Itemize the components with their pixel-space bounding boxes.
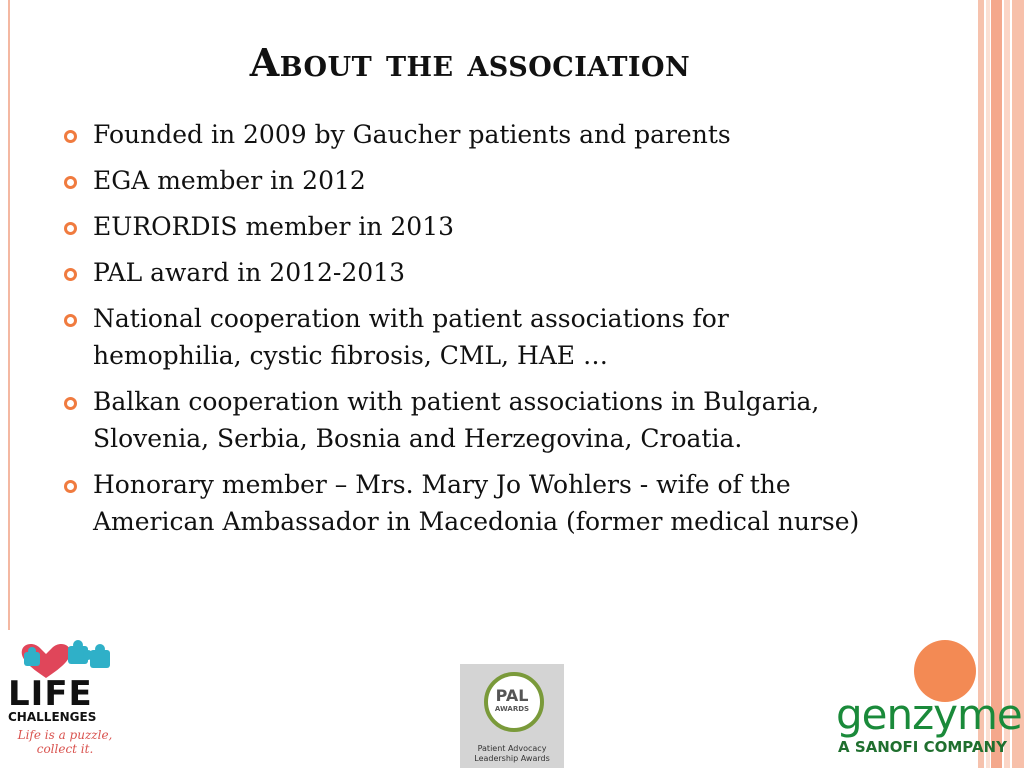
right-stripe: [978, 0, 984, 768]
list-item: [62, 208, 862, 245]
bullet-text: National cooperation with patient associations for hemophilia, cystic fibrosis, CML, HAE …: [93, 304, 729, 370]
bullet-ring-icon: [64, 480, 77, 493]
genzyme-word: genzyme: [836, 690, 1022, 739]
bullet-ring-icon: [64, 222, 77, 235]
genzyme-subtitle: A SANOFI COMPANY: [838, 738, 1007, 756]
life-tagline: Life is a puzzle, collect it.: [17, 728, 113, 756]
pal-caption: Patient Advocacy Leadership Awards: [474, 744, 550, 763]
bullet-ring-icon: [64, 130, 77, 143]
list-item: [62, 254, 862, 291]
slide-title: About the association: [249, 40, 691, 85]
bullet-text: PAL award in 2012-2013: [93, 258, 405, 287]
right-stripe: [1004, 0, 1010, 768]
list-item: [62, 300, 862, 374]
bullet-text: Balkan cooperation with patient associations in Bulgaria, Slovenia, Serbia, Bosnia and Herzegovina, Croatia.: [93, 387, 820, 453]
list-item: [62, 116, 862, 153]
list-item: [62, 383, 862, 457]
right-stripe: [986, 0, 990, 768]
bullet-ring-icon: [64, 268, 77, 281]
bullet-text: Founded in 2009 by Gaucher patients and parents: [93, 120, 731, 149]
list-item: [62, 466, 862, 540]
bullet-ring-icon: [64, 314, 77, 327]
bullet-ring-icon: [64, 176, 77, 189]
bullet-text: Honorary member – Mrs. Mary Jo Wohlers - wife of the American Ambassador in Macedonia (former medical nurse): [93, 470, 860, 536]
pal-word: PAL: [495, 686, 529, 705]
pal-awards-logo: [460, 664, 564, 768]
life-challenges-logo: [6, 640, 122, 764]
right-stripe: [1012, 0, 1024, 768]
life-word: LIFE: [8, 674, 93, 714]
left-accent-line: [8, 0, 10, 630]
genzyme-logo: [834, 690, 1022, 760]
bullet-text: EURORDIS member in 2013: [93, 212, 455, 241]
bullet-list: [62, 116, 862, 549]
list-item: [62, 162, 862, 199]
right-stripe: [991, 0, 1002, 768]
bullet-text: EGA member in 2012: [93, 166, 366, 195]
challenges-word: CHALLENGES: [8, 710, 97, 724]
bullet-ring-icon: [64, 397, 77, 410]
pal-awards-word: AWARDS: [494, 705, 530, 713]
